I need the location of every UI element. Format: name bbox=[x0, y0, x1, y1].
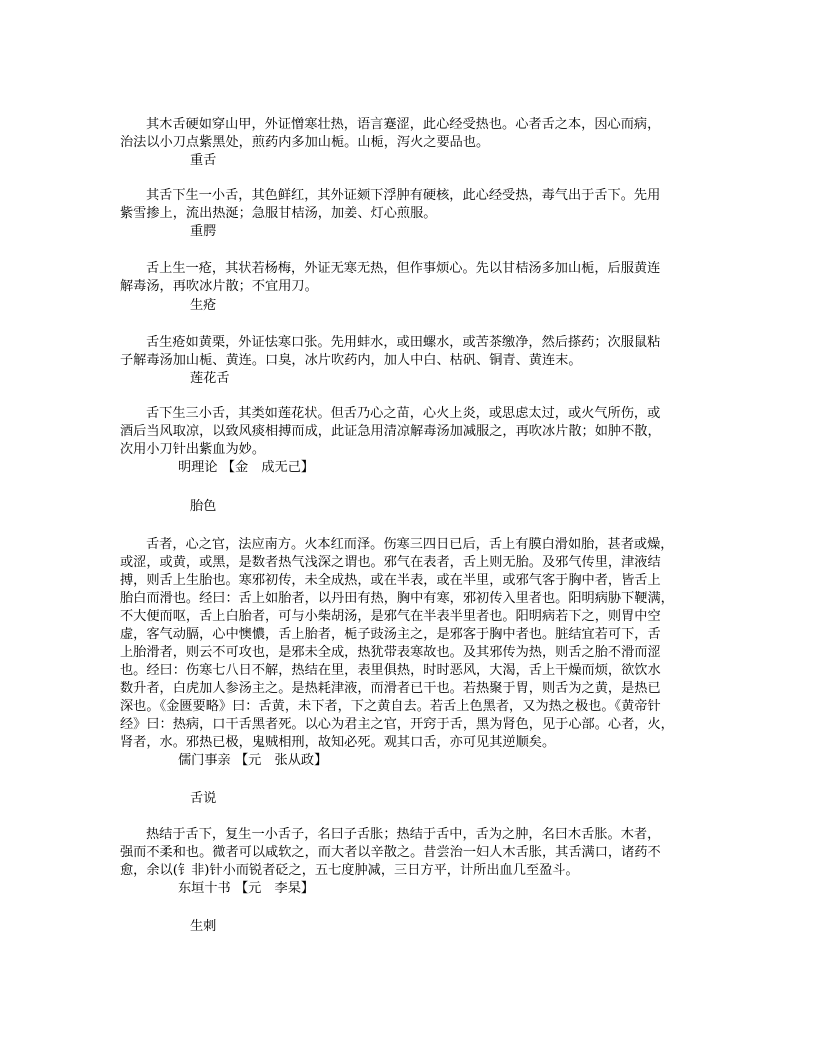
text-line: 不大便而呕，舌上白胎者，可与小柴胡汤，是邪气在半表半里者也。阳明病若下之，则胃中空 bbox=[120, 609, 661, 624]
text-line: 解毒汤，再吹冰片散；不宜用刀。 bbox=[120, 279, 318, 294]
text-line: 舌生疮如黄栗，外证怯寒口张。先用蚌水，或田螺水，或苦茶缴净，然后搽药；次服鼠粘 bbox=[146, 335, 661, 350]
source-citation: 儒门事亲 【元 张从政】 bbox=[178, 753, 328, 768]
text-line: 虚，客气动膈，心中懊憹，舌上胎者，栀子豉汤主之，是邪客于胸中者也。脏结宜若可下，舌 bbox=[120, 627, 661, 642]
paragraph bbox=[120, 334, 698, 370]
section-heading: 舌说 bbox=[190, 791, 217, 806]
text-line: 舌者，心之官，法应南方。火本红而泽。伤寒三四日已后，舌上有膜白滑如胎，甚者或燥， bbox=[146, 537, 674, 552]
section-heading: 生疮 bbox=[190, 298, 217, 313]
paragraph bbox=[120, 826, 698, 880]
text-line: 强而不柔和也。微者可以咸软之，而大者以辛散之。昔尝治一妇人木舌胀，其舌满口，诸药不 bbox=[120, 845, 661, 860]
text-line: 或涩，或黄，或黑，是数者热气浅深之谓也。邪气在表者，舌上则无胎。及邪气传里，津液结 bbox=[120, 555, 661, 570]
section-heading: 生刺 bbox=[190, 919, 217, 934]
source-citation: 明理论 【金 成无己】 bbox=[178, 460, 315, 475]
section-heading: 胎色 bbox=[190, 499, 217, 514]
text-line: 紫雪掺上，流出热涎；急服甘桔汤，加姜、灯心煎服。 bbox=[120, 206, 437, 221]
paragraph bbox=[120, 405, 698, 459]
paragraph bbox=[120, 116, 698, 152]
text-line: 子解毒汤加山栀、黄连。口臭，冰片吹药内，加人中白、枯矾、铜青、黄连末。 bbox=[120, 353, 582, 368]
source-citation: 东垣十书 【元 李杲】 bbox=[178, 881, 315, 896]
text-line: 也。经曰：伤寒七八日不解，热结在里，表里俱热，时时恶风，大渴，舌上干燥而烦，欲饮水 bbox=[120, 663, 661, 678]
text-line: 治法以小刀点紫黑处，煎药内多加山栀。山栀，泻火之要品也。 bbox=[120, 135, 490, 150]
text-line: 数升者，白虎加人参汤主之。是热耗津液，而滑者已干也。若热聚于胃，则舌为之黄，是热已 bbox=[120, 681, 661, 696]
text-line: 肾者，水。邪热已极，鬼贼相刑，故知必死。观其口舌，亦可见其逆顺矣。 bbox=[120, 735, 556, 750]
paragraph bbox=[120, 536, 698, 752]
text-line: 热结于舌下，复生一小舌子，名曰子舌胀；热结于舌中，舌为之肿，名曰木舌胀。木者， bbox=[146, 827, 661, 842]
section-heading: 重舌 bbox=[190, 153, 217, 168]
text-line: 深也。《金匮要略》曰：舌黄，未下者，下之黄自去。若舌上色黑者，又为热之极也。《黄帝针 bbox=[120, 699, 661, 714]
text-line: 其舌下生一小舌，其色鲜红，其外证颏下浮肿有硬核，此心经受热，毒气出于舌下。先用 bbox=[146, 188, 661, 203]
text-line: 其木舌硬如穿山甲，外证憎寒壮热，语言蹇涩，此心经受热也。心者舌之本，因心而病， bbox=[146, 117, 661, 132]
text-line: 经》曰：热病，口干舌黑者死。以心为君主之官，开窍于舌，黑为肾色，见于心部。心者，火， bbox=[120, 717, 674, 732]
section-heading: 莲花舌 bbox=[190, 371, 230, 386]
text-line: 上胎滑者，则云不可攻也，是邪未全成，热犹带表寒故也。及其邪传为热，则舌之胎不滑而涩 bbox=[120, 645, 661, 660]
text-line: 愈，余以(钅非)针小而锐者砭之，五七度肿减，三日方平，计所出血几至盈斗。 bbox=[120, 863, 579, 878]
paragraph bbox=[120, 187, 698, 223]
paragraph bbox=[120, 260, 698, 296]
text-line: 次用小刀针出紫血为妙。 bbox=[120, 442, 266, 457]
section-heading: 重腭 bbox=[190, 224, 217, 239]
text-line: 搏，则舌上生胎也。寒邪初传，未全成热，或在半表，或在半里，或邪气客于胸中者，皆舌上 bbox=[120, 573, 661, 588]
text-line: 胎白而滑也。经曰：舌上如胎者，以丹田有热，胸中有寒，邪初传入里者也。阳明病胁下鞕满， bbox=[120, 591, 674, 606]
text-line: 舌上生一疮，其状若杨梅，外证无寒无热，但作事烦心。先以甘桔汤多加山栀，后服黄连 bbox=[146, 261, 661, 276]
text-line: 酒后当风取凉，以致风痰相搏而成，此证急用清凉解毒汤加减服之，再吹冰片散；如肿不散， bbox=[120, 424, 661, 439]
text-line: 舌下生三小舌，其类如莲花状。但舌乃心之苗，心火上炎，或思虑太过，或火气所伤，或 bbox=[146, 406, 661, 421]
